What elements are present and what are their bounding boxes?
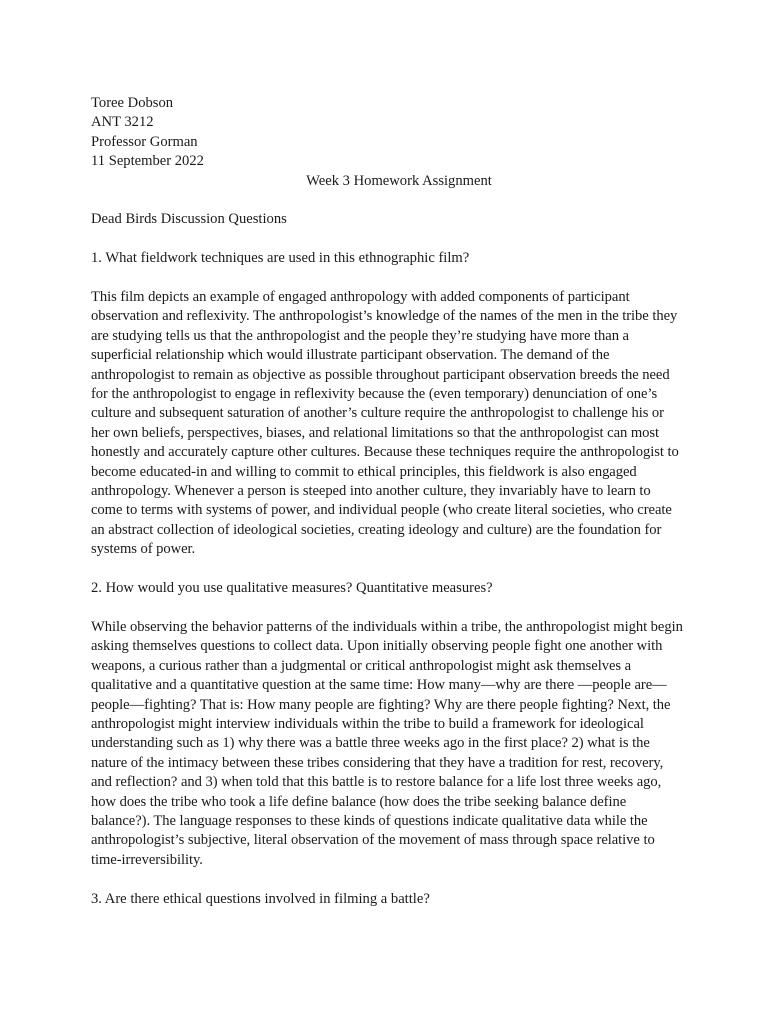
answer-2: While observing the behavior patterns of the individuals within a tribe, the anthropologist might begin asking themselves questions to collect data. Upon initially observing people fight one another with weapons, a curious rather than a judgmental or critical anthropologist might ask themselves a qualitative and a quantitative question at the same time: How many—why are there —people are—people—fighting? That is: How many people are fighting? Why are there people fighting? Next, the anthropologist might interview individuals within the tribe to build a framework for ideological understanding such as 1) why there was a battle three weeks ago in the first place? 2) what is the nature of the intimacy between these tribes considering that they have a tradition for rest, recovery, and reflection? and 3) when told that this battle is to restore balance for a life lost three weeks ago, how does the tribe who took a life define balance (how does the tribe seeking balance define balance?). The language responses to these kinds of questions indicate qualitative data while the anthropologist’s subjective, literal observation of the movement of mass through space relative to time-irreversibility. <box>91 618 683 868</box>
professor-name: Professor Gorman <box>91 133 198 150</box>
document-body <box>91 94 687 928</box>
question-1: 1. What fieldwork techniques are used in this ethnographic film? <box>91 250 470 267</box>
assignment-date: 11 September 2022 <box>91 153 204 170</box>
course-code: ANT 3212 <box>91 114 154 131</box>
header-block <box>91 94 687 172</box>
document-title: Week 3 Homework Assignment <box>306 172 492 189</box>
question-3: 3. Are there ethical questions involved in filming a battle? <box>91 890 430 907</box>
student-name: Toree Dobson <box>91 95 174 111</box>
question-2: 2. How would you use qualitative measures? Quantitative measures? <box>91 580 493 597</box>
answer-1: This film depicts an example of engaged anthropology with added components of participant observation and reflexivity. The anthropologist’s knowledge of the names of the men in the tribe they are studying tells us that the anthropologist and the people they’re studying have more than a superficial relationship which would illustrate participant observation. The demand of the anthropologist to remain as objective as possible throughout participant observation breeds the need for the anthropologist to engage in reflexivity because the (even temporary) denunciation of one’s culture and subsequent saturation of another’s culture require the anthropologist to challenge his or her own beliefs, perspectives, biases, and relational limitations so that the anthropologist can most honestly and accurately capture other cultures. Because these techniques require the anthropologist to become educated-in and willing to commit to ethical principles, this fieldwork is also engaged anthropology. Whenever a person is steeped into another culture, they invariably have to learn to come to terms with systems of power, and individual people (who create literal societies, who create an abstract collection of ideological societies, creating ideology and culture) are the foundation for systems of power. <box>91 289 679 558</box>
section-heading: Dead Birds Discussion Questions <box>91 211 287 228</box>
